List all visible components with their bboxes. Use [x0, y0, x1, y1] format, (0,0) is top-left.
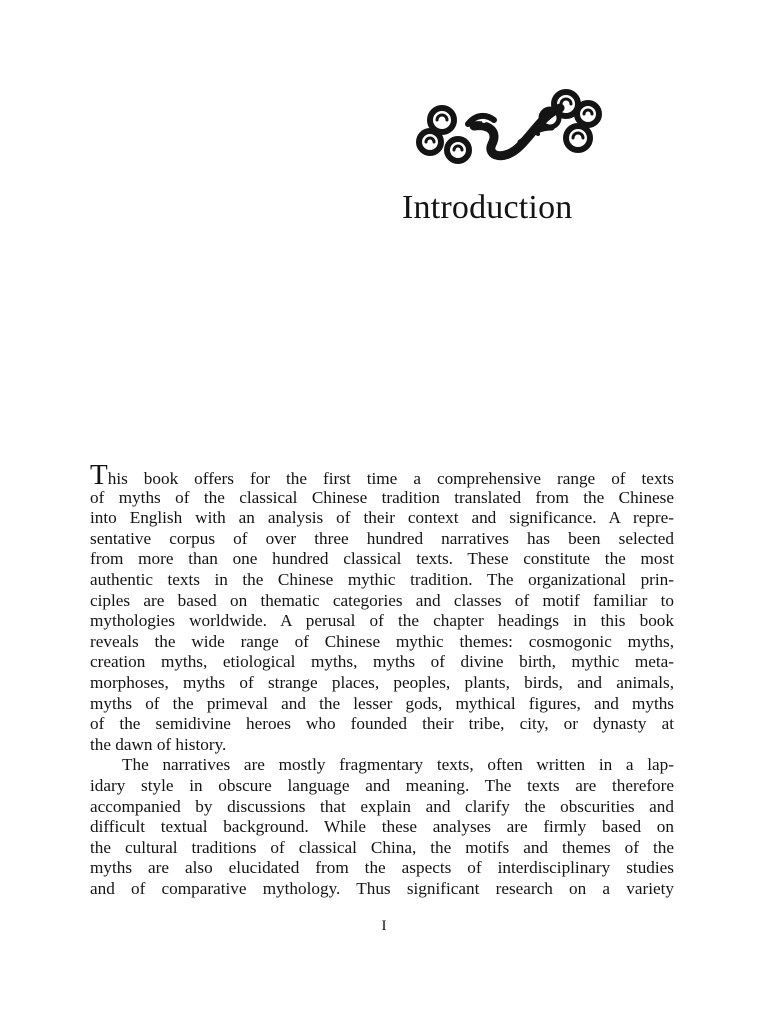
text-line: the dawn of history. — [90, 734, 227, 754]
chapter-title: Introduction — [402, 189, 573, 226]
text-line: The narratives are mostly fragmentary texts, often written in a lap- — [122, 755, 674, 775]
text-line: ciples are based on thematic categories and classes of motif familiar to — [90, 590, 674, 610]
text-line: of myths of the classical Chinese tradition translated from the Chinese — [90, 487, 674, 507]
text-line: difficult textual background. While these analyses are firmly based on — [90, 817, 674, 837]
text-line: morphoses, myths of strange places, peoples, plants, birds, and animals, — [90, 672, 674, 692]
text-line: and of comparative mythology. Thus significant research on a variety — [90, 878, 674, 898]
page-number: I — [381, 918, 387, 934]
text-line: of the semidivine heroes who founded their tribe, city, or dynasty at — [90, 714, 674, 734]
text-line: creation myths, etiological myths, myths of divine birth, mythic meta- — [90, 652, 674, 672]
text-line: This book offers for the first time a comprehensive range of texts — [90, 459, 674, 491]
text-line: authentic texts in the Chinese mythic tradition. The organizational prin- — [90, 569, 674, 589]
ornament-icon — [412, 84, 604, 168]
drop-cap: T — [90, 459, 108, 491]
text-line: into English with an analysis of their context and significance. A repre- — [90, 508, 674, 528]
paragraph-1 — [90, 459, 674, 755]
text-line: sentative corpus of over three hundred narratives has been selected — [90, 528, 674, 548]
text-line: idary style in obscure language and meaning. The texts are therefore — [90, 775, 674, 795]
body-text — [90, 459, 674, 899]
text-line: myths are also elucidated from the aspects of interdisciplinary studies — [90, 858, 674, 878]
text-line: from more than one hundred classical texts. These constitute the most — [90, 549, 674, 569]
text-line: accompanied by discussions that explain and clarify the obscurities and — [90, 796, 674, 816]
text-line: reveals the wide range of Chinese mythic themes: cosmogonic myths, — [90, 631, 674, 651]
text-line: mythologies worldwide. A perusal of the chapter headings in this book — [90, 611, 674, 631]
text-line: the cultural traditions of classical China, the motifs and themes of the — [90, 837, 674, 857]
paragraph-2 — [90, 755, 674, 899]
text-line: myths of the primeval and the lesser gods, mythical figures, and myths — [90, 693, 674, 713]
